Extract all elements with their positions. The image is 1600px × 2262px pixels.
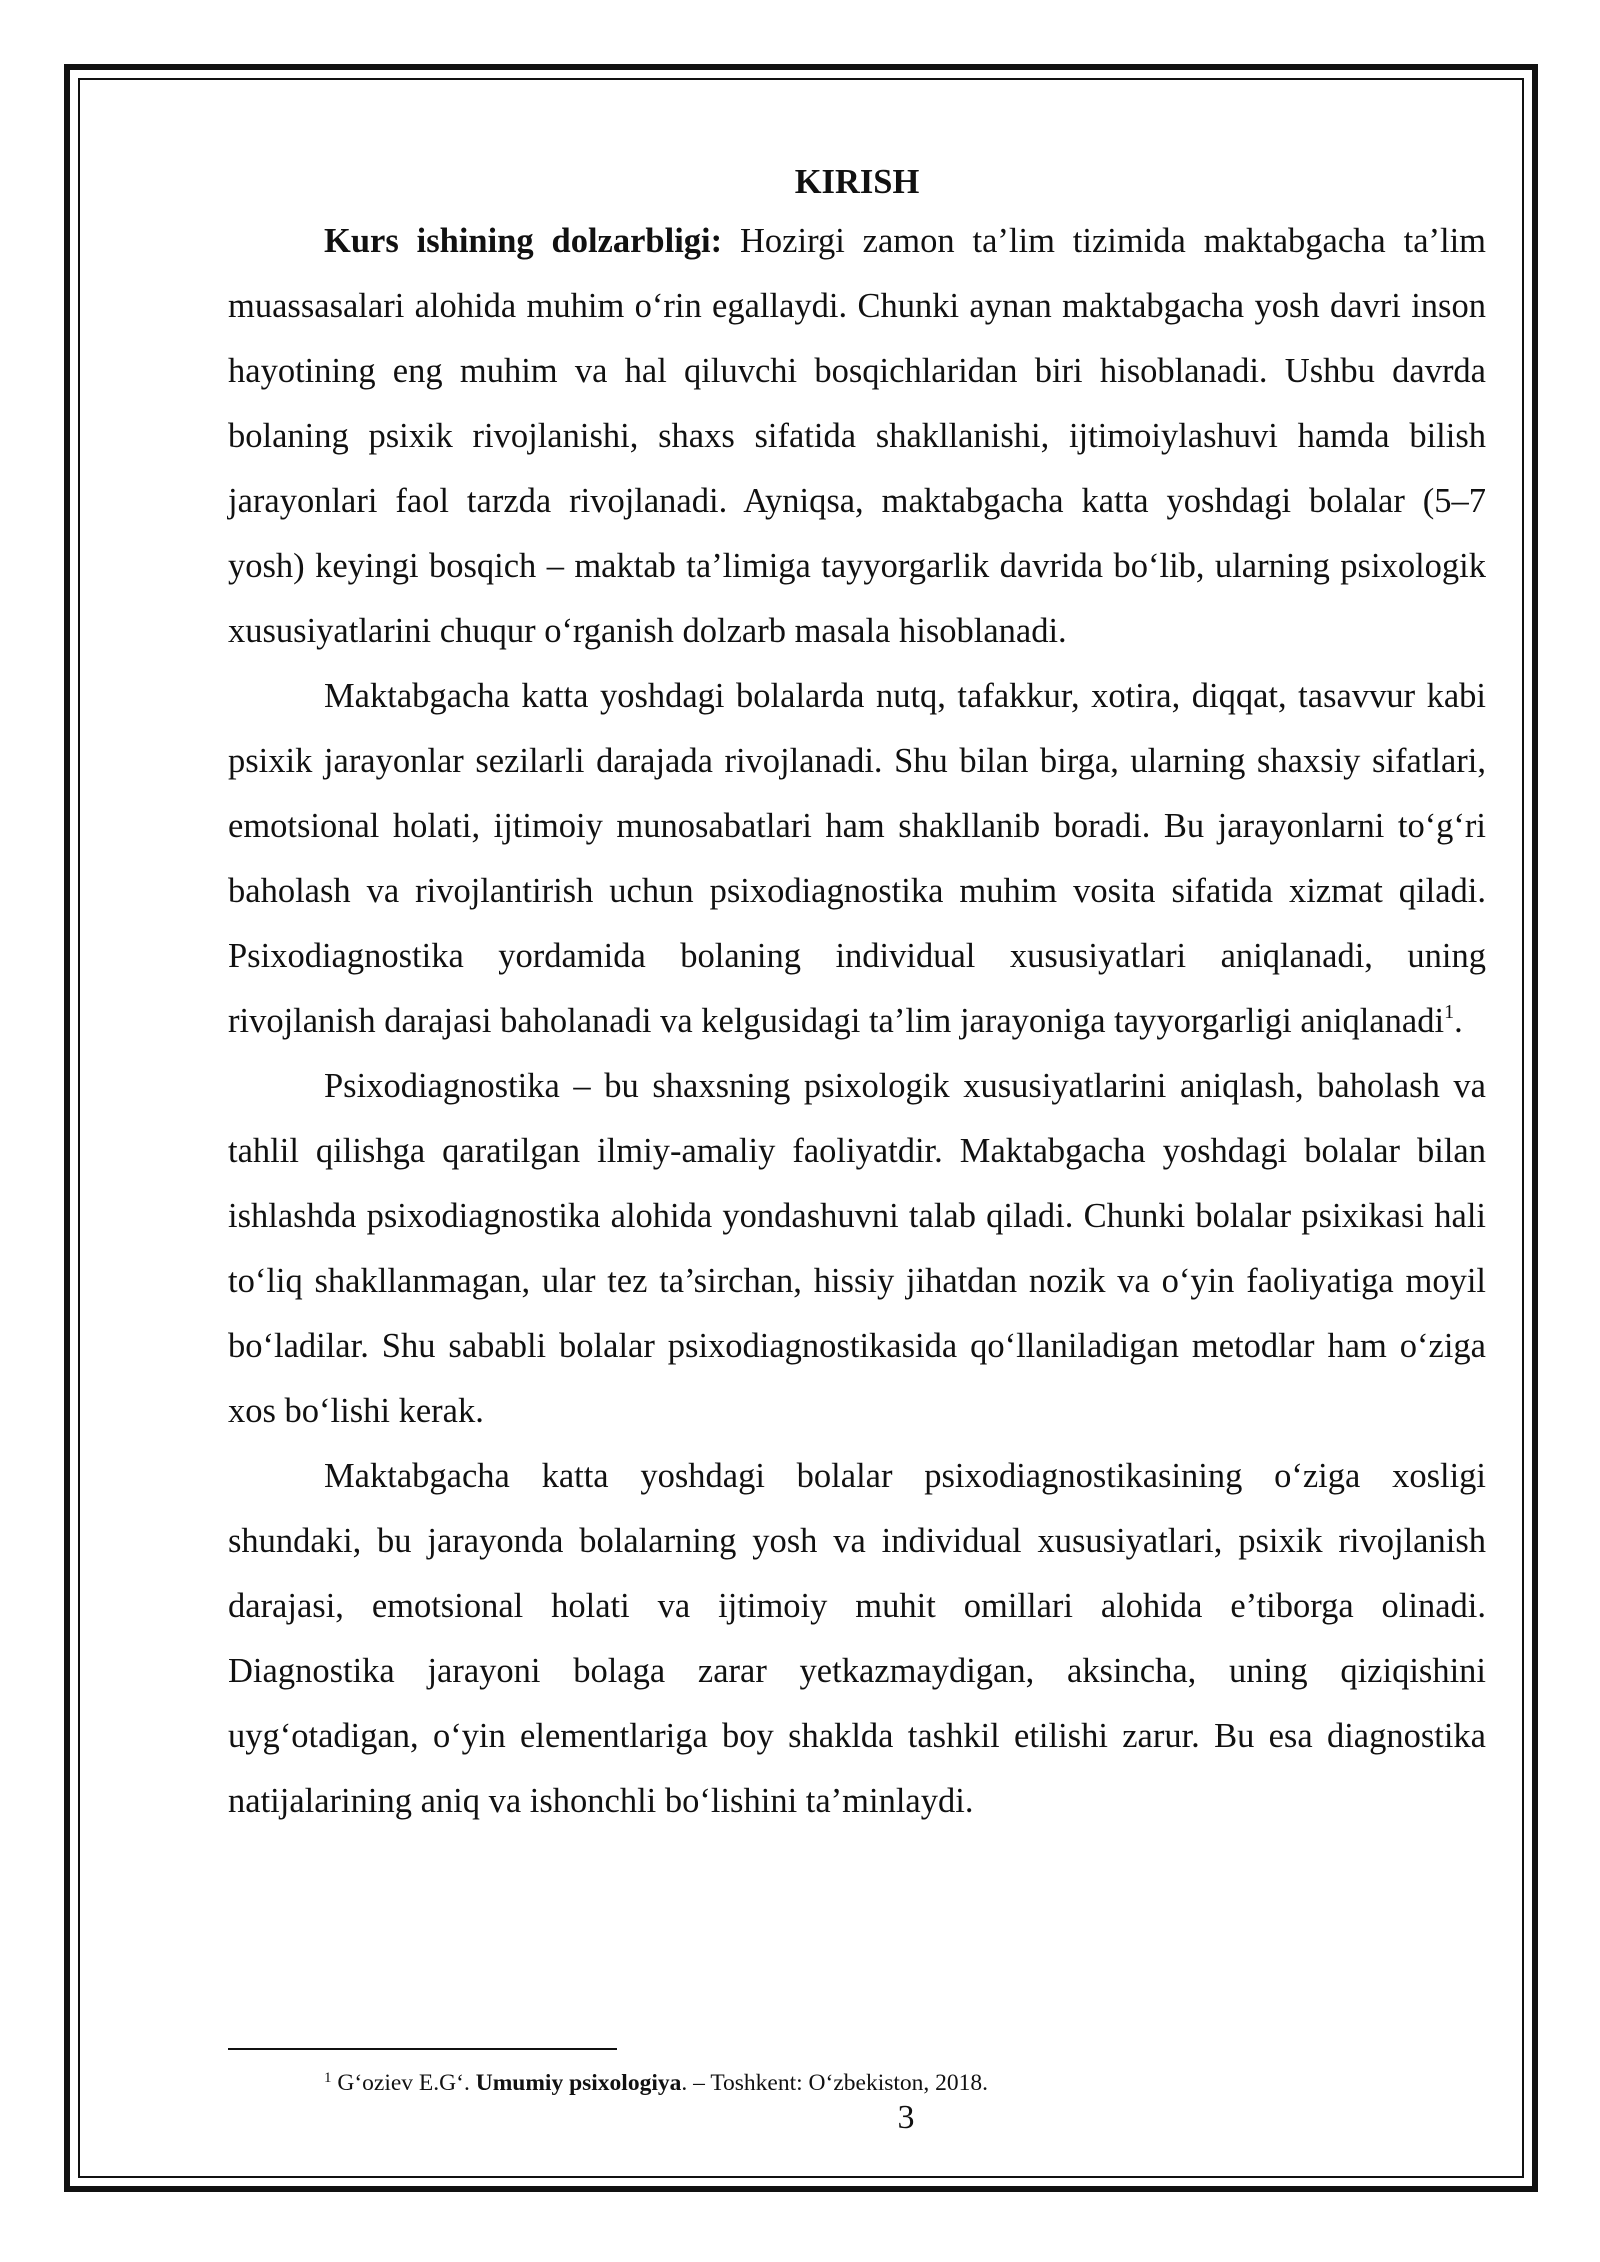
paragraph-4 bbox=[228, 1444, 1486, 1834]
footnote-publisher: . – Toshkent: O‘zbekiston, 2018. bbox=[681, 2070, 989, 2096]
page-number: 3 bbox=[897, 2099, 915, 2136]
footnote-number: 1 bbox=[324, 2070, 332, 2086]
paragraph-1-lead: Kurs ishining dolzarbligi: bbox=[324, 222, 723, 260]
paragraph-4-text: Maktabgacha katta yoshdagi bolalar psixodiagnostikasining o‘ziga xosligi shundaki, bu jarayonda bolalarning yosh va individual xususiyatlari, psixik rivojlanish darajasi, emotsional holati va ijtimoiy muhit omillari alohida e’tiborga olinadi. Diagnostika jarayoni bolaga zarar yetkazmaydigan, aksincha, uning qiziqishini uyg‘otadigan, o‘yin elementlariga boy shaklda tashkil etilishi zarur. Bu esa diagnostika natijalarining aniq va ishonchli bo‘lishini ta’minlaydi. bbox=[228, 1457, 1486, 1820]
paragraph-3-text: Psixodiagnostika – bu shaxsning psixologik xususiyatlarini aniqlash, baholash va tahlil qilishga qaratilgan ilmiy-amaliy faoliyatdir. Maktabgacha yoshdagi bolalar bilan ishlashda psixodiagnostika alohida yondashuvni talab qiladi. Chunki bolalar psixikasi hali to‘liq shakllanmagan, ular tez ta’sirchan, hissiy jihatdan nozik va o‘yin faoliyatiga moyil bo‘ladilar. Shu sababli bolalar psixodiagnostikasida qo‘llaniladigan metodlar ham o‘ziga xos bo‘lishi kerak. bbox=[228, 1067, 1486, 1430]
paragraph-2 bbox=[228, 664, 1486, 1054]
paragraph-3 bbox=[228, 1054, 1486, 1444]
section-title: KIRISH bbox=[794, 163, 920, 201]
footnote-reference[interactable]: 1 bbox=[1444, 1001, 1455, 1023]
footnote bbox=[324, 2068, 1424, 2098]
paragraph-1-text: Hozirgi zamon ta’lim tizimida maktabgacha ta’lim muassasalari alohida muhim o‘rin egallaydi. Chunki aynan maktabgacha yosh davri inson hayotining eng muhim va hal qiluvchi bosqichlaridan biri hisoblanadi. Ushbu davrda bolaning psixik rivojlanishi, shaxs sifatida shakllanishi, ijtimoiylashuvi hamda bilish jarayonlari faol tarzda rivojlanadi. Ayniqsa, maktabgacha katta yoshdagi bolalar (5–7 yosh) keyingi bosqich – maktab ta’limiga tayyorgarlik davrida bo‘lib, ularning psixologik xususiyatlarini chuqur o‘rganish dolzarb masala hisoblanadi. bbox=[228, 222, 1487, 650]
footnote-book-title: Umumiy psixologiya bbox=[475, 2070, 682, 2096]
footnote-separator bbox=[228, 2048, 617, 2050]
document-body bbox=[228, 155, 1486, 1834]
paragraph-2-tail: . bbox=[1454, 1002, 1463, 1040]
paragraph-2-text: Maktabgacha katta yoshdagi bolalarda nutq, tafakkur, xotira, diqqat, tasavvur kabi psixik jarayonlar sezilarli darajada rivojlanadi. Shu bilan birga, ularning shaxsiy sifatlari, emotsional holati, ijtimoiy munosabatlari ham shakllanib boradi. Bu jarayonlarni to‘g‘ri baholash va rivojlantirish uchun psixodiagnostika muhim vosita sifatida xizmat qiladi. Psixodiagnostika yordamida bolaning individual xususiyatlari aniqlanadi, uning rivojlanish darajasi baholanadi va kelgusidagi ta’lim jarayoniga tayyorgarligi aniqlanadi bbox=[228, 677, 1486, 1040]
paragraph-1 bbox=[228, 209, 1486, 664]
footnote-author: G‘oziev E.G‘. bbox=[331, 2070, 476, 2096]
